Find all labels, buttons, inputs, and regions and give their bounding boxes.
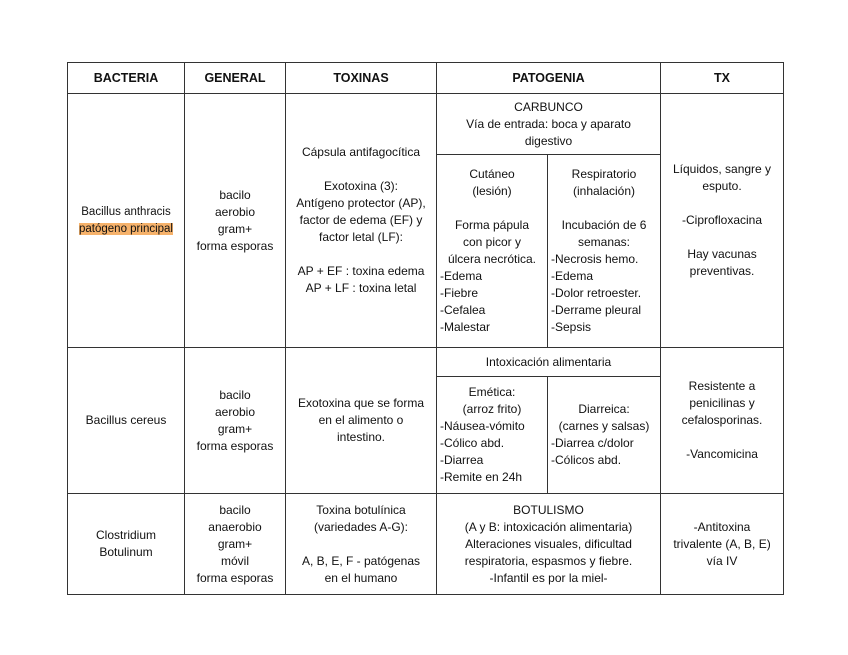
general-line: gram+ bbox=[217, 536, 253, 551]
bacteria-name: Clostridium bbox=[95, 528, 156, 542]
tx-line: trivalente (A, B, E) bbox=[673, 536, 771, 551]
respiratorio-header: Respiratorio bbox=[571, 167, 637, 181]
tx-line: Resistente a bbox=[688, 379, 756, 393]
patogenia-line: (A y B: intoxicación alimentaria) bbox=[464, 519, 633, 534]
bacteria-cell bbox=[68, 348, 185, 494]
toxinas-line: AP + EF : toxina edema bbox=[297, 264, 425, 278]
toxinas-line: Toxina botulínica bbox=[316, 502, 406, 517]
table-row bbox=[68, 94, 784, 155]
emetica-header: Emética: bbox=[468, 385, 516, 399]
cutaneo-line: úlcera necrótica. bbox=[447, 252, 537, 266]
toxinas-line: Antígeno protector (AP), bbox=[296, 196, 426, 210]
patogenia-line: digestivo bbox=[524, 133, 573, 148]
tx-line: vía IV bbox=[706, 553, 738, 568]
tx-line: Hay vacunas bbox=[687, 247, 757, 261]
general-line: gram+ bbox=[217, 221, 253, 236]
tx-line: -Antitoxina bbox=[693, 519, 751, 534]
toxinas-line: en el humano bbox=[324, 570, 398, 585]
patogenia-title: BOTULISMO bbox=[513, 502, 584, 517]
patogenia-title: CARBUNCO bbox=[514, 99, 583, 114]
header-patogenia: PATOGENIA bbox=[437, 63, 661, 94]
respiratorio-item: -Necrosis hemo. bbox=[551, 252, 639, 266]
cutaneo-item: -Fiebre bbox=[440, 286, 479, 300]
header-row bbox=[68, 63, 784, 94]
general-line: anaerobio bbox=[208, 519, 262, 534]
emetica-item: -Cólico abd. bbox=[440, 436, 505, 450]
bacteria-name: Bacillus cereus bbox=[85, 413, 167, 427]
patogenia-title: Intoxicación alimentaria bbox=[485, 354, 612, 369]
general-line: bacilo bbox=[219, 387, 251, 402]
tx-line: -Ciprofloxacina bbox=[681, 213, 763, 227]
cutaneo-line: Forma pápula bbox=[454, 218, 530, 232]
general-line: forma esporas bbox=[196, 570, 274, 585]
bacteria-table bbox=[67, 62, 784, 595]
toxinas-line: (variedades A-G): bbox=[313, 519, 409, 534]
diarreica-header: Diarreica: bbox=[578, 402, 630, 416]
toxinas-line: en el alimento o bbox=[318, 413, 404, 427]
cutaneo-header: Cutáneo bbox=[469, 167, 515, 181]
tx-cell bbox=[661, 94, 784, 348]
cutaneo-cell bbox=[437, 155, 548, 348]
table-row bbox=[68, 494, 784, 595]
patogenia-title-cell bbox=[437, 348, 661, 377]
general-cell bbox=[185, 348, 286, 494]
respiratorio-line: Incubación de 6 bbox=[561, 218, 647, 232]
tx-line: esputo. bbox=[702, 179, 742, 193]
emetica-cell bbox=[437, 377, 548, 494]
toxinas-cell bbox=[286, 94, 437, 348]
general-line: gram+ bbox=[217, 421, 253, 436]
respiratorio-cell bbox=[548, 155, 661, 348]
diarreica-item: -Diarrea c/dolor bbox=[551, 436, 634, 450]
general-line: bacilo bbox=[219, 187, 251, 202]
toxinas-line: A, B, E, F - patógenas bbox=[301, 553, 421, 568]
cutaneo-line: con picor y bbox=[462, 235, 522, 249]
respiratorio-item: -Derrame pleural bbox=[551, 303, 642, 317]
cutaneo-item: -Malestar bbox=[440, 320, 491, 334]
header-general: GENERAL bbox=[185, 63, 286, 94]
cutaneo-item: -Cefalea bbox=[440, 303, 486, 317]
diarreica-cell bbox=[548, 377, 661, 494]
diarreica-item: -Cólicos abd. bbox=[551, 453, 622, 467]
tx-line: penicilinas y bbox=[689, 396, 755, 410]
header-bacteria: BACTERIA bbox=[68, 63, 185, 94]
emetica-item: -Diarrea bbox=[440, 453, 484, 467]
tx-cell bbox=[661, 494, 784, 595]
toxinas-line: factor de edema (EF) y bbox=[299, 213, 423, 227]
general-line: bacilo bbox=[219, 502, 251, 517]
tx-line: preventivas. bbox=[689, 264, 755, 278]
respiratorio-item: -Edema bbox=[551, 269, 594, 283]
patogenia-line: Alteraciones visuales, dificultad bbox=[465, 536, 632, 551]
cutaneo-item: -Edema bbox=[440, 269, 483, 283]
general-line: móvil bbox=[220, 553, 249, 568]
general-line: forma esporas bbox=[196, 238, 274, 253]
patogenia-cell bbox=[437, 494, 661, 595]
bacteria-cell bbox=[68, 494, 185, 595]
toxinas-cell bbox=[286, 494, 437, 595]
table-row bbox=[68, 348, 784, 377]
diarreica-header: (carnes y salsas) bbox=[558, 419, 650, 433]
general-cell bbox=[185, 94, 286, 348]
toxinas-line: Cápsula antifagocítica bbox=[301, 145, 421, 159]
toxinas-line: AP + LF : toxina letal bbox=[305, 281, 417, 295]
tx-line: cefalosporinas. bbox=[681, 413, 763, 427]
respiratorio-line: semanas: bbox=[577, 235, 631, 249]
general-line: forma esporas bbox=[196, 438, 274, 453]
general-line: aerobio bbox=[214, 204, 256, 219]
patogenia-line: -Infantil es por la miel- bbox=[489, 570, 608, 585]
toxinas-cell bbox=[286, 348, 437, 494]
patogenia-line: Vía de entrada: boca y aparato bbox=[466, 116, 631, 131]
cutaneo-header: (lesión) bbox=[472, 184, 512, 198]
bacteria-name: Botulinum bbox=[99, 545, 153, 559]
toxinas-line: Exotoxina (3): bbox=[323, 179, 399, 193]
general-line: aerobio bbox=[214, 404, 256, 419]
tx-line: -Vancomicina bbox=[686, 447, 758, 461]
respiratorio-item: -Dolor retroester. bbox=[551, 286, 642, 300]
patogenia-line: respiratoria, espasmos y fiebre. bbox=[464, 553, 633, 568]
toxinas-line: intestino. bbox=[336, 430, 386, 444]
emetica-item: -Remite en 24h bbox=[440, 470, 523, 484]
emetica-item: -Náusea-vómito bbox=[440, 419, 525, 433]
general-cell bbox=[185, 494, 286, 595]
toxinas-line: Exotoxina que se forma bbox=[297, 396, 425, 410]
patogenia-title-cell bbox=[437, 94, 661, 155]
respiratorio-item: -Sepsis bbox=[551, 320, 592, 334]
header-tx: TX bbox=[661, 63, 784, 94]
tx-cell bbox=[661, 348, 784, 494]
emetica-header: (arroz frito) bbox=[462, 402, 522, 416]
respiratorio-header: (inhalación) bbox=[572, 184, 636, 198]
tx-line: Líquidos, sangre y bbox=[672, 162, 772, 176]
bacteria-cell bbox=[68, 94, 185, 348]
header-toxinas: TOXINAS bbox=[286, 63, 437, 94]
highlight-badge: patógeno principal bbox=[79, 222, 173, 235]
toxinas-line: factor letal (LF): bbox=[318, 230, 404, 244]
bacteria-name: Bacillus anthracis bbox=[81, 205, 171, 218]
